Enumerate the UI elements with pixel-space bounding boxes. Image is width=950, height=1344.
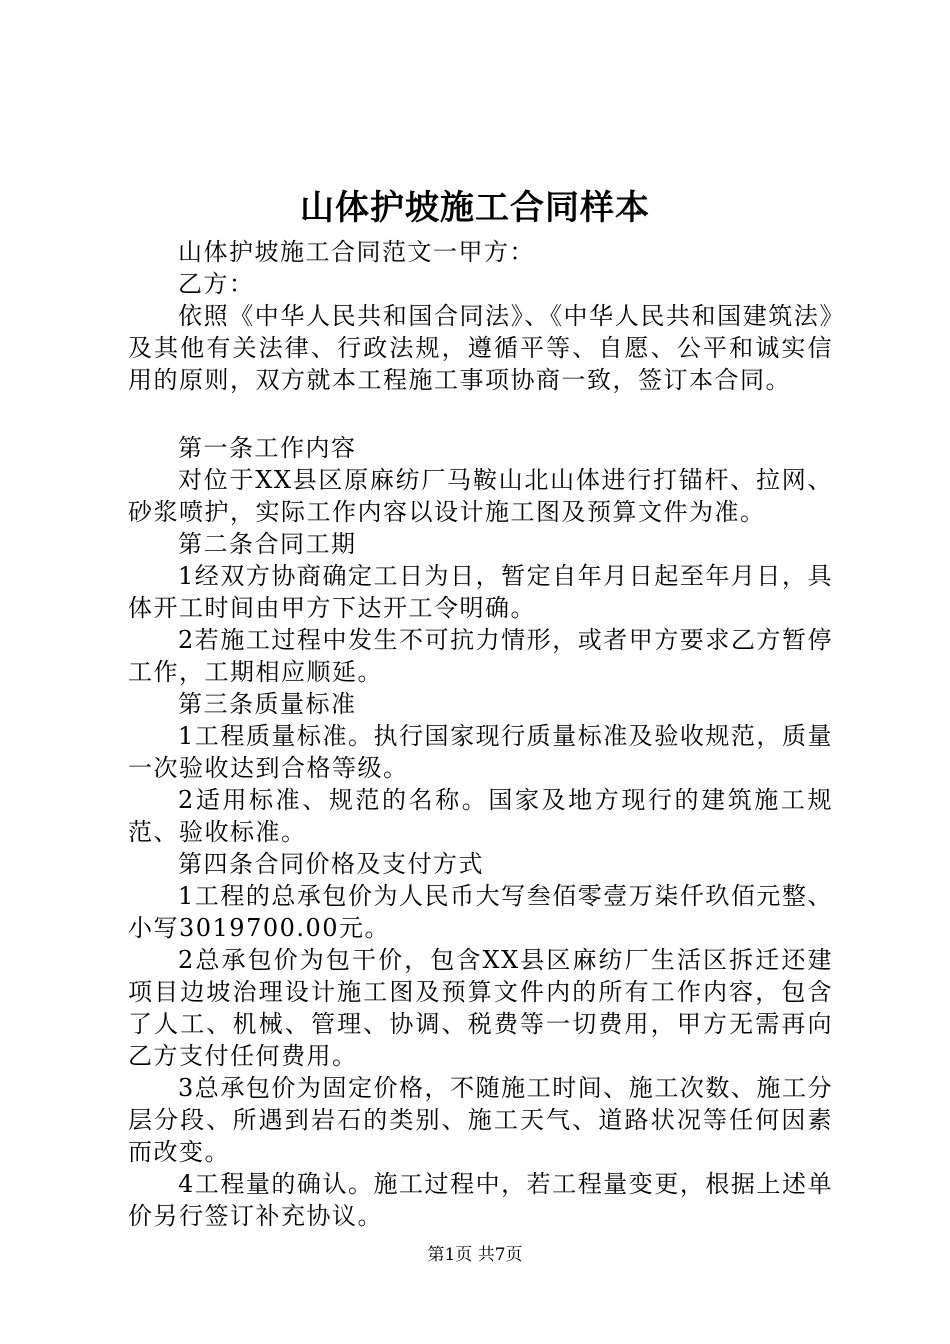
article-2-item-1: 1经双方协商确定工日为日，暂定自年月日起至年月日，具体开工时间由甲方下达开工令明确。: [128, 562, 833, 622]
article-4-item-1: 1工程的总承包价为人民币大写叁佰零壹万柒仟玖佰元整、小写3019700.00元。: [128, 882, 833, 942]
article-1-content: 对位于XX县区原麻纺厂马鞍山北山体进行打锚杆、拉网、砂浆喷护，实际工作内容以设计施工图及预算文件为准。: [128, 466, 833, 526]
article-2-item-2: 2若施工过程中发生不可抗力情形，或者甲方要求乙方暂停工作，工期相应顺延。: [128, 626, 833, 686]
article-4-item-4: 4工程量的确认。施工过程中，若工程量变更，根据上述单价另行签订补充协议。: [128, 1170, 833, 1230]
article-4-item-2: 2总承包价为包干价，包含XX县区麻纺厂生活区拆迁还建项目边坡治理设计施工图及预算文件内的所有工作内容，包含了人工、机械、管理、协调、税费等一切费用，甲方无需再向乙方支付任何费用。: [128, 946, 833, 1070]
paragraph-party-b: 乙方：: [178, 270, 255, 298]
page-number-footer: 第1页 共7页: [427, 1245, 523, 1265]
article-3-item-1: 1工程质量标准。执行国家现行质量标准及验收规范，质量一次验收达到合格等级。: [128, 722, 833, 782]
article-1-heading: 第一条工作内容: [178, 434, 357, 462]
article-3-item-2: 2适用标准、规范的名称。国家及地方现行的建筑施工规范、验收标准。: [128, 786, 833, 846]
article-3-heading: 第三条质量标准: [178, 690, 357, 718]
document-title: 山体护坡施工合同样本: [300, 188, 650, 228]
paragraph-preamble: 依照《中华人民共和国合同法》、《中华人民共和国建筑法》及其他有关法律、行政法规，遵循平等、自愿、公平和诚实信用的原则，双方就本工程施工事项协商一致，签订本合同。: [128, 302, 833, 394]
document-body: [128, 236, 833, 1232]
paragraph-party-a: 山体护坡施工合同范文一甲方：: [178, 238, 535, 266]
article-2-heading: 第二条合同工期: [178, 530, 357, 558]
article-4-item-3: 3总承包价为固定价格，不随施工时间、施工次数、施工分层分段、所遇到岩石的类别、施工天气、道路状况等任何因素而改变。: [128, 1074, 833, 1166]
article-4-heading: 第四条合同价格及支付方式: [178, 850, 484, 878]
